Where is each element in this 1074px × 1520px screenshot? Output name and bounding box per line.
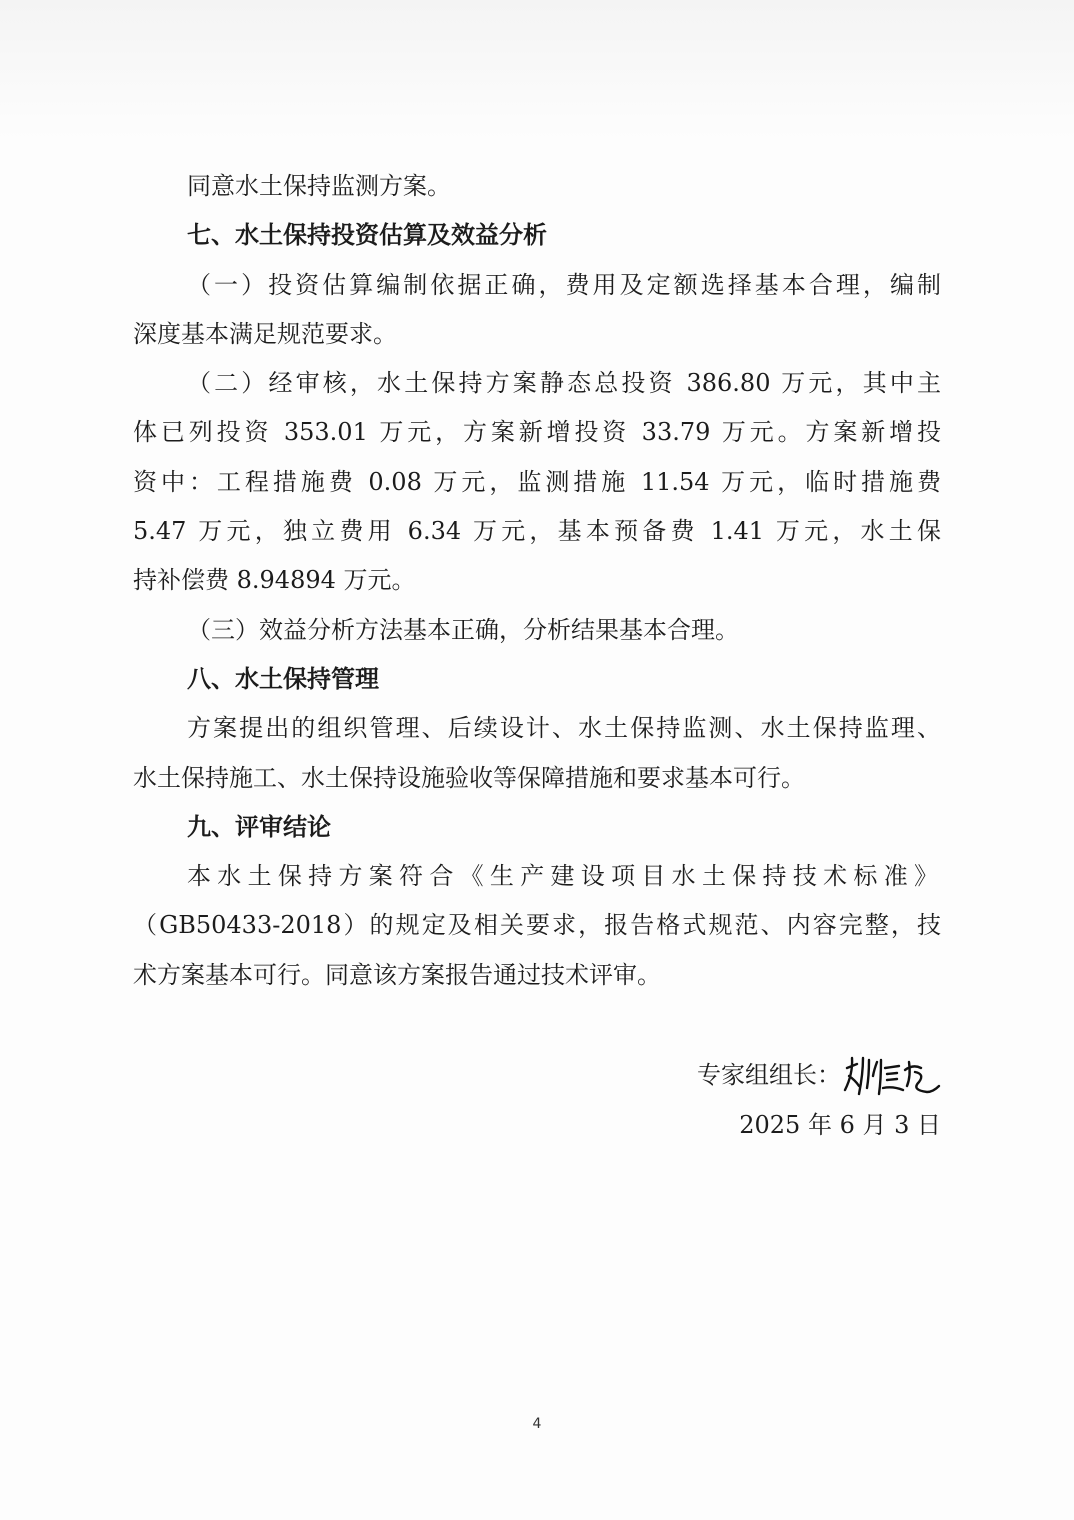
scan-shading	[0, 0, 1074, 140]
paragraph-line: 持补偿费 8.94894 万元。	[133, 566, 416, 595]
paragraph-line: 本水土保持方案符合《生产建设项目水土保持技术标准》	[187, 862, 941, 891]
paragraph-line: 深度基本满足规范要求。	[133, 319, 397, 348]
section-heading-7: 七、水土保持投资估算及效益分析	[187, 221, 547, 250]
paragraph-line: 方案提出的组织管理、后续设计、水土保持监测、水土保持监理、	[187, 714, 941, 743]
paragraph-line: 体已列投资 353.01 万元，方案新增投资 33.79 万元。方案新增投	[133, 418, 941, 447]
section-heading-9: 九、评审结论	[187, 812, 331, 841]
paragraph-line: （GB50433-2018）的规定及相关要求，报告格式规范、内容完整，技	[133, 911, 941, 940]
paragraph-line: 5.47 万元，独立费用 6.34 万元，基本预备费 1.41 万元，水土保	[133, 517, 941, 546]
signature-label: 专家组组长：	[697, 1061, 841, 1089]
paragraph-line: （一）投资估算编制依据正确，费用及定额选择基本合理，编制	[187, 270, 941, 299]
paragraph-line: （三）效益分析方法基本正确，分析结果基本合理。	[187, 615, 739, 644]
page-number: 4	[532, 1416, 542, 1432]
handwritten-signature	[841, 1050, 941, 1100]
signature-block	[697, 1050, 941, 1150]
paragraph-line: 术方案基本可行。同意该方案报告通过技术评审。	[133, 960, 661, 989]
paragraph-line: （二）经审核，水土保持方案静态总投资 386.80 万元，其中主	[187, 369, 941, 398]
document-body	[133, 162, 941, 1000]
paragraph-line: 同意水土保持监测方案。	[187, 172, 451, 200]
signature-date: 2025 年 6 月 3 日	[739, 1111, 941, 1139]
paragraph-line: 水土保持施工、水土保持设施验收等保障措施和要求基本可行。	[133, 763, 805, 792]
paragraph-line: 资中：工程措施费 0.08 万元，监测措施 11.54 万元，临时措施费	[133, 467, 941, 496]
section-heading-8: 八、水土保持管理	[187, 664, 379, 693]
signature-row	[697, 1050, 941, 1100]
